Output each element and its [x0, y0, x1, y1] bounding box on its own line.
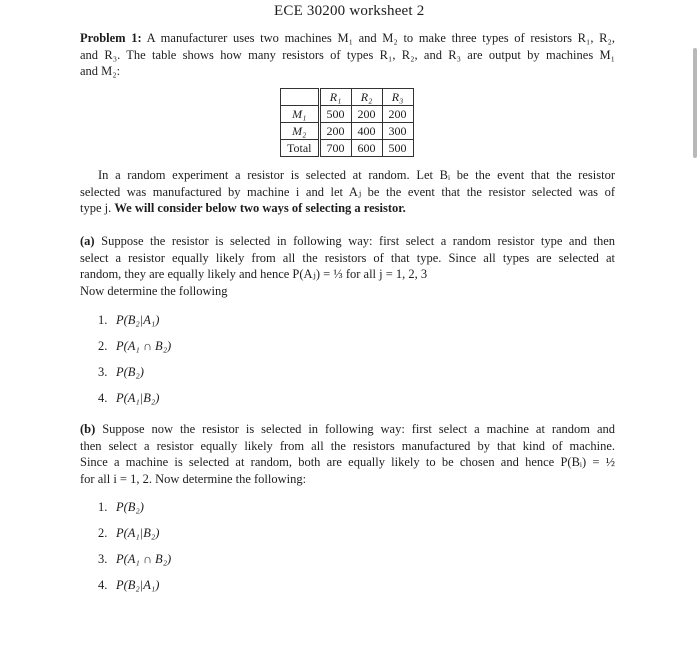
- problem-1-line-2: and R₃. The table shows how many resistors of types R₁, R₂, and R₃ are output by machines M₁: [80, 47, 615, 62]
- part-b-item: 2. P(A₁|B₂): [98, 526, 160, 540]
- part-b-item: 1. P(B₂): [98, 500, 144, 514]
- table-row: [281, 140, 414, 157]
- part-a-item: 4. P(A₁|B₂): [98, 391, 160, 405]
- intro-bold-note: We will consider below two ways of selecting a resistor.: [114, 201, 406, 216]
- part-a-line-4: Now determine the following: [80, 283, 228, 298]
- table-cell: 500: [319, 106, 351, 123]
- intro-line-1: In a random experiment a resistor is selected at random. Let Bᵢ be the event that the resistor: [98, 168, 615, 182]
- problem-1-label: Problem 1:: [80, 31, 142, 45]
- part-b-item: 3. P(A₁ ∩ B₂): [98, 552, 172, 566]
- table-row: [281, 106, 414, 123]
- part-a-item: 3. P(B₂): [98, 365, 144, 379]
- part-b-line-4: for all i = 1, 2. Now determine the following:: [80, 471, 307, 486]
- table-col-header: R₁: [319, 89, 351, 106]
- part-b-label: (b): [80, 422, 96, 436]
- part-b-line-1: (b) Suppose now the resistor is selected in following way: first select a machine at random and: [80, 422, 616, 436]
- part-a-line-1: (a) Suppose the resistor is selected in following way: first select a random resistor type and then: [80, 234, 616, 248]
- part-a-line-3: random, they are equally likely and hence P(Aⱼ) = ⅓ for all j = 1, 2, 3: [80, 267, 428, 282]
- table-col-header: R₃: [382, 89, 413, 106]
- resistor-table: [280, 88, 414, 157]
- table-cell: 700: [319, 140, 351, 157]
- intro-line-3: type j. We will consider below two ways of selecting a resistor.: [80, 201, 406, 216]
- problem-1-line-1: Problem 1: A manufacturer uses two machines M₁ and M₂ to make three types of resistors R₁, R₂,: [80, 31, 615, 45]
- part-a-label: (a): [80, 234, 95, 248]
- problem-1-line-3: and M₂:: [80, 64, 121, 79]
- intro-line-2: selected was manufactured by machine i and let Aⱼ be the event that the resistor selected was of: [80, 184, 615, 199]
- table-row: [281, 123, 414, 140]
- table-row-header: M₂: [281, 123, 320, 140]
- part-b-line-3: Since a machine is selected at random, both are equally likely to be chosen and hence P(Bᵢ) = ½: [80, 455, 615, 470]
- table-row-header: M₁: [281, 106, 320, 123]
- table-cell: 600: [351, 140, 382, 157]
- table-col-header: R₂: [351, 89, 382, 106]
- part-a-item: 2. P(A₁ ∩ B₂): [98, 339, 172, 353]
- problem-1-text: [80, 30, 615, 80]
- table-cell: 200: [319, 123, 351, 140]
- page-title: ECE 30200 worksheet 2: [274, 3, 425, 19]
- part-b-item: 4. P(B₂|A₁): [98, 578, 160, 592]
- table-cell: 200: [382, 106, 413, 123]
- part-a-text: [80, 233, 615, 299]
- part-a-line-2: select a resistor equally likely from all the resistors of that type. Since all types are selected at: [80, 250, 615, 265]
- table-cell: 200: [351, 106, 382, 123]
- table-row-header: Total: [281, 140, 320, 157]
- part-a-item: 1. P(B₂|A₁): [98, 313, 160, 327]
- table-header-row: [281, 89, 414, 106]
- part-b-text: [80, 421, 615, 487]
- intro-text: [80, 167, 615, 217]
- table-cell: 300: [382, 123, 413, 140]
- vertical-scrollbar[interactable]: [693, 48, 697, 158]
- table-corner-cell: [281, 89, 320, 106]
- part-b-line-2: then select a resistor equally likely from all the resistors manufactured by that kind of machine.: [80, 438, 615, 453]
- table-cell: 500: [382, 140, 413, 157]
- table-cell: 400: [351, 123, 382, 140]
